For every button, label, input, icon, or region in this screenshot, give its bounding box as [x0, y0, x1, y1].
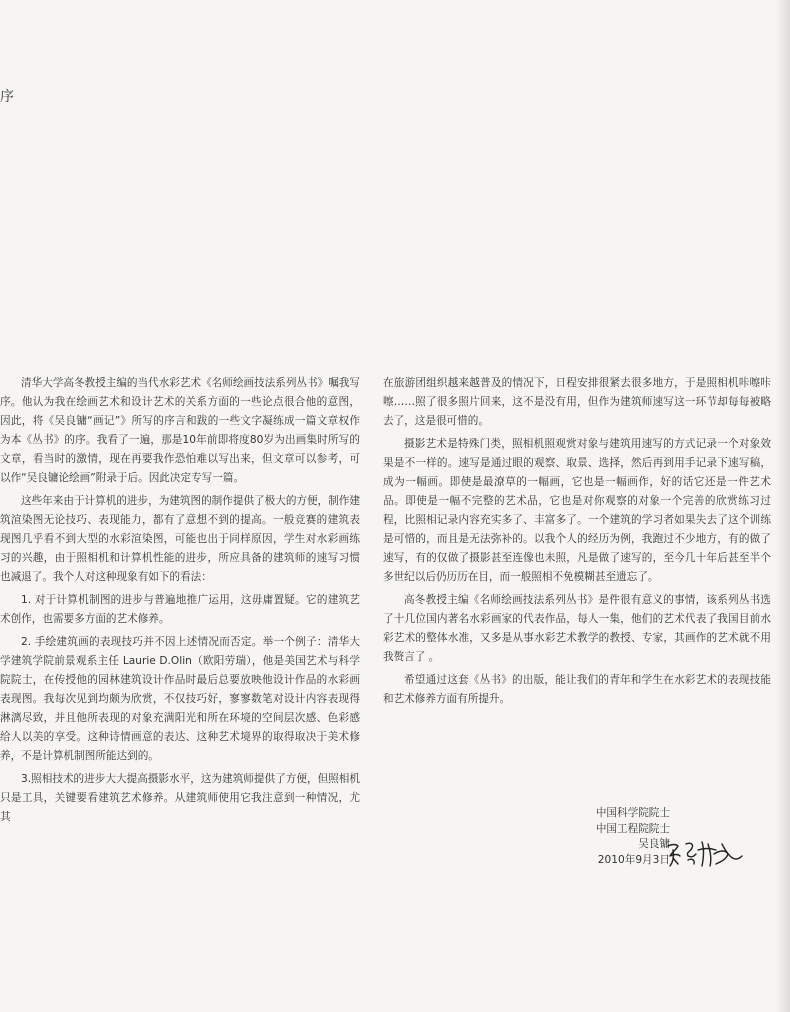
- signature-date: 2010年9月3日: [597, 853, 670, 866]
- page-gutter-shadow: [776, 0, 790, 1012]
- paragraph-6: 摄影艺术是特殊门类，照相机照观赏对象与建筑用速写的方式记录一个对象效果是不一样的。速写是通过眼的观察、取景、选择，然后再到用手记录下速写稿，成为一幅画。即使是最潦草的一幅画，它也是一幅画作，好的话它还是一件艺术品。即使是一幅不完整的艺术品，它也是对你观察的对象一个完善的欣赏练习过程，比照相记录内容充实多了、丰富多了。一个建筑的学习者如果失去了这个训练是可惜的，而且是无法弥补的。以我个人的经历为例，我跑过不少地方，有的做了速写，有的仅做了摄影甚至连像也未照，凡是做了速写的，至今几十年后甚至半个多世纪以后仍历历在目，而一般照相不免模糊甚至遗忘了。: [383, 438, 771, 583]
- left-text-column: [0, 374, 360, 831]
- signer-title-academy-of-sciences: 中国科学院院士: [595, 807, 670, 819]
- paragraph-1: 清华大学高冬教授主编的当代水彩艺术《名师绘画技法系列丛书》嘱我写序。他认为我在绘画艺术和设计艺术的关系方面的一些论点很合他的意图，因此，将《吴良镛“画记”》所写的序言和跋的一些文字凝练成一篇文章权作为本《丛书》的序。我看了一遍，那是10年前即将度80岁为出画集时所写的文章，看当时的激情，现在再要我作恐怕难以写出来，但文章可以参考，可以作“吴良镛论绘画”附录于后。因此决定专写一篇。: [0, 377, 360, 484]
- page-title: 序: [0, 89, 15, 105]
- paragraph-4: 2. 手绘建筑画的表现技巧并不因上述情况而否定。举一个例子：清华大学建筑学院前景观系主任 Laurie D.Olin（欧阳劳瑞），他是美国艺术与科学院院士，在传授他的园林建筑设计作品时最后总要放映他设计作品的水彩画表现图。我每次见到均颇为欣赏，不仅技巧好，寥寥数笔对设计内容表现得淋漓尽致，并且他所表现的对象充满阳光和所在环境的空间层次感、色彩感给人以美的享受。这种诗情画意的表达、这种艺术境界的取得取决于美术修养，不是计算机制图所能达到的。: [0, 636, 360, 762]
- paragraph-2: 这些年来由于计算机的进步，为建筑图的制作提供了极大的方便，制作建筑渲染图无论技巧、表现能力，都有了意想不到的提高。一般竞赛的建筑表现图几乎看不到大型的水彩渲染图，可能也出于同样原因，学生对水彩画练习的兴趣，由于照相机和计算机性能的进步，所应具备的建筑师的速写习惯也减退了。我个人对这种现象有如下的看法：: [0, 494, 360, 583]
- paragraph-5: 3.照相技术的进步大大提高摄影水平，这为建筑师提供了方便，但照相机只是工具，关键要看建筑艺术修养。从建筑师使用它我注意到一种情况，尤其: [0, 773, 360, 823]
- handwritten-signature: [664, 836, 746, 870]
- signer-name: 吴良镛: [638, 838, 670, 850]
- paragraph-3: 1. 对于计算机制图的进步与普遍地推广运用，这毋庸置疑。它的建筑艺术创作，也需要多方面的艺术修养。: [0, 593, 360, 625]
- signer-title-academy-of-engineering: 中国工程院院士: [595, 822, 670, 835]
- paragraph-5-continued: 在旅游团组织越来越普及的情况下，日程安排很紧去很多地方，于是照相机咔嚓咔嚓……照了很多照片回来，这不是没有用，但作为建筑师速写这一环节却每每被略去了，这是很可惜的。: [383, 377, 771, 427]
- signature-block: [560, 806, 670, 868]
- paragraph-8: 希望通过这套《丛书》的出版，能让我们的青年和学生在水彩艺术的表现技能和艺术修养方面有所提升。: [383, 674, 771, 705]
- paragraph-7: 高冬教授主编《名师绘画技法系列丛书》是件很有意义的事情，该系列丛书选了十几位国内著名水彩画家的代表作品，每人一集，他们的艺术代表了我国目前水彩艺术的整体水准，又多是从事水彩艺术教学的教授、专家，其画作的艺术就不用我赘言了 。: [383, 593, 771, 663]
- right-text-column: [383, 374, 771, 713]
